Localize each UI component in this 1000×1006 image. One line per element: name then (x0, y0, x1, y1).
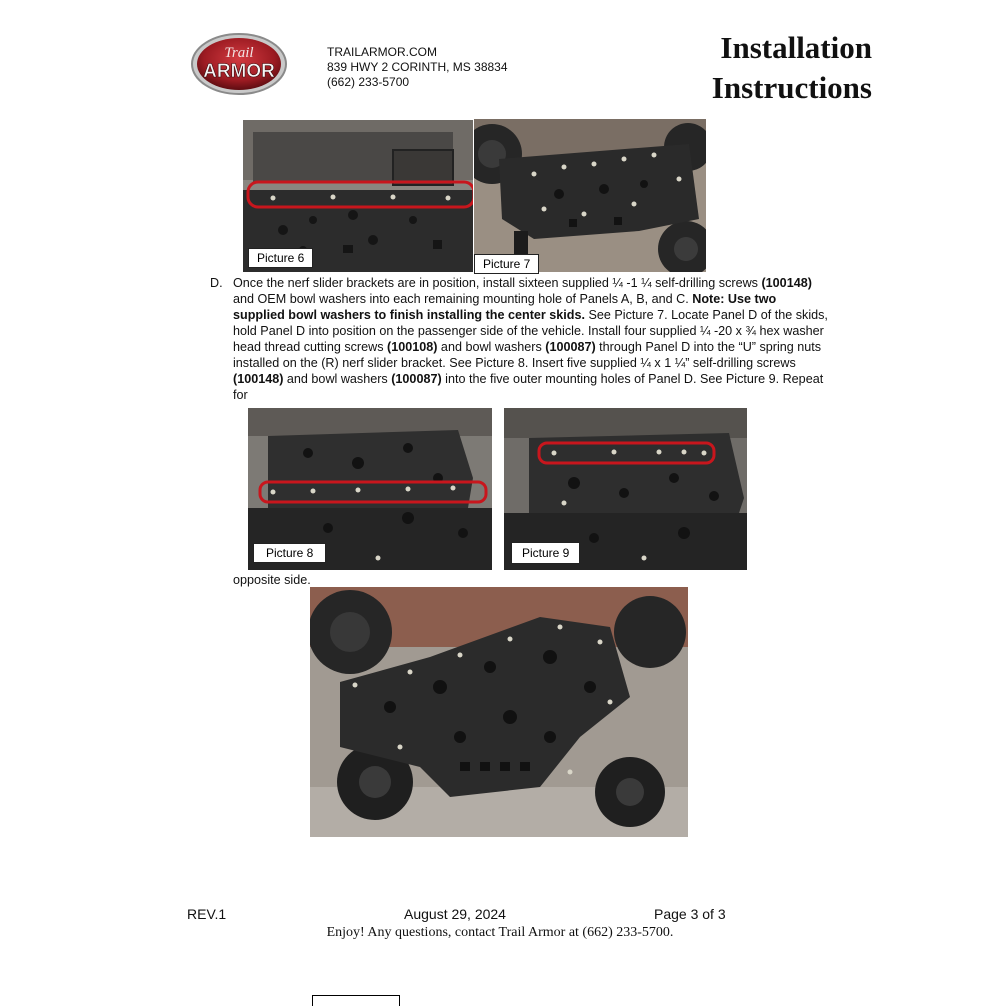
company-website: TRAILARMOR.COM (327, 45, 438, 59)
picture-7-photo (474, 119, 706, 272)
company-street-address: 839 HWY 2 CORINTH, MS 38834 (327, 60, 508, 74)
picture-6-caption: Picture 6 (248, 248, 313, 268)
step-continuation: opposite side. (233, 573, 311, 587)
page-edge-box (312, 995, 400, 1006)
footer-date: August 29, 2024 (404, 906, 506, 922)
svg-text:Trail: Trail (224, 45, 254, 61)
trail-armor-logo (190, 32, 288, 96)
instruction-step-d (210, 275, 830, 403)
picture-7-caption: Picture 7 (474, 254, 539, 274)
document-title: Installation Instructions (711, 30, 872, 105)
footer-contact-note: Enjoy! Any questions, contact Trail Armor at (662) 233-5700. (326, 925, 674, 940)
svg-text:ARMOR: ARMOR (203, 61, 275, 82)
footer-revision: REV.1 (187, 906, 227, 922)
company-address-block (327, 45, 508, 90)
company-phone: (662) 233-5700 (327, 75, 410, 89)
picture-8-caption: Picture 8 (253, 543, 326, 563)
footer-page-number: Page 3 of 3 (654, 906, 726, 922)
picture-9-caption: Picture 9 (511, 542, 580, 564)
installed-skid-plate-photo (310, 587, 688, 837)
step-marker: D. (210, 276, 223, 290)
step-text: Once the nerf slider brackets are in position, install sixteen supplied ¼ -1 ¼ self-drilling screws (100148) and OEM bowl washers into each remaining mounting hole of Panels A, B, and C. Note: Use two supplied bowl washers to finish installing the center skids. See Picture 7. Locate Panel D of the skids, hold Panel D into position on the passenger side of the vehicle. Install four supplied ¼ -20 x ¾ hex washer head thread cutting screws (100108) and bowl washers (100087) through Panel D into the “U” spring nuts installed on the (R) nerf slider bracket. See Picture 8. Insert five supplied ¼ x 1 ¼” self-drilling screws (100148) and bowl washers (100087) into the five outer mounting holes of Panel D. See Picture 9. Repeat for (233, 276, 828, 402)
